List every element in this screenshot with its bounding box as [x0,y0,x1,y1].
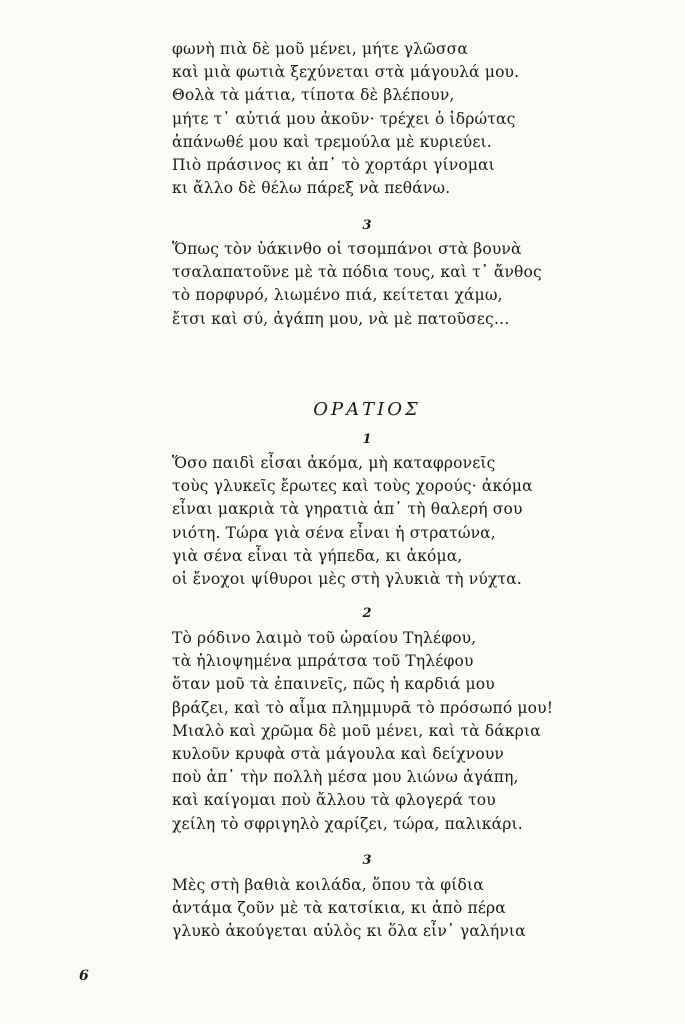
verse-line: νιότη. Τώρα γιὰ σένα εἶναι ἡ στρατώνα, [172,523,496,542]
horatius-poem-2 [172,627,602,836]
verse-line: τοὺς γλυκεῖς ἔρωτες καὶ τοὺς χορούς· ἀκόμα [172,477,533,496]
poem-number: 3 [362,853,372,868]
verse-line: κι ἄλλο δὲ θέλω πάρεξ νὰ πεθάνω. [172,179,451,198]
verse-line: Ὅπως τὸν ὑάκινθο οἱ τσομπάνοι στὰ βουνὰ [172,240,522,258]
verse-line: τὰ ἡλιοψημένα μπράτσα τοῦ Τηλέφου [172,652,474,671]
verse-line: ποὺ ἀπ᾿ τὴν πολλὴ μέσα μου λιώνω ἀγάπη, [172,768,519,787]
verse-line: ἀπάνωθέ μου καὶ τρεμούλα μὲ κυριεύει. [172,132,492,151]
horatius-poem-1 [172,452,602,591]
poem-number: 3 [362,218,372,233]
verse-line: κυλοῦν κρυφὰ στὰ μάγουλα καὶ δείχνουν [172,744,504,763]
verse-line: γιὰ σένα εἶναι τὰ γήπεδα, κι ἀκόμα, [172,546,463,565]
poem-3 [172,238,602,331]
verse-line: τσαλαπατοῦνε μὲ τὰ πόδια τους, καὶ τ᾿ ἄνθος [172,263,542,282]
verse-line: χείλη τὸ σφριγηλὸ χαρίζει, τώρα, παλικάρι. [172,814,523,833]
verse-line: Ὅσο παιδὶ εἶσαι ἀκόμα, μὴ καταφρονεῖς [172,454,496,472]
verse-line: ἔτσι καὶ σύ, ἀγάπη μου, νὰ μὲ πατοῦσες… [172,309,510,328]
poem-number: 2 [362,606,372,621]
verse-line: Μὲς στὴ βαθιὰ κοιλάδα, ὅπου τὰ φίδια [172,876,484,894]
poem-number: 1 [362,432,372,447]
verse-line: ἀντάμα ζοῦν μὲ τὰ κατσίκια, κι ἀπὸ πέρα [172,899,506,918]
section-title: ΟΡΑΤΙΟΣ [313,399,421,420]
verse-line: γλυκὸ ἀκούγεται αὐλὸς κι ὅλα εἶν᾿ γαλήνια [172,922,526,941]
verse-line: φωνὴ πιὰ δὲ μοῦ μένει, μήτε γλῶσσα [172,40,468,58]
verse-line: Τὸ ρόδινο λαιμὸ τοῦ ὡραίου Τηλέφου, [172,629,477,647]
verse-line: βράζει, καὶ τὸ αἷμα πλημμυρᾶ τὸ πρόσωπό μου! [172,698,554,717]
verse-line: καὶ καίγομαι ποὺ ἄλλου τὰ φλογερά του [172,791,496,810]
page-number: 6 [79,968,89,984]
verse-line: οἱ ἔνοχοι ψίθυροι μὲς στὴ γλυκιὰ τὴ νύχτα. [172,569,522,588]
verse-line: εἶναι μακριὰ τὰ γηρατιὰ ἀπ᾿ τὴ θαλερή σου [172,500,523,519]
verse-line: Μιαλὸ καὶ χρῶμα δὲ μοῦ μένει, καὶ τὰ δάκρια [172,721,541,740]
horatius-poem-3 [172,874,602,944]
verse-line: ὅταν μοῦ τὰ ἐπαινεῖς, πῶς ἡ καρδιά μου [172,675,495,694]
verse-line: μήτε τ᾿ αὐτιά μου ἀκοῦν· τρέχει ὁ ἱδρώτας [172,109,516,128]
verse-line: Θολὰ τὰ μάτια, τίποτα δὲ βλέπουν, [172,86,455,105]
verse-line: καὶ μιὰ φωτιὰ ξεχύνεται στὰ μάγουλά μου. [172,63,520,82]
verse-line: Πιὸ πράσινος κι ἀπ᾿ τὸ χορτάρι γίνομαι [172,155,495,174]
verse-line: τὸ πορφυρό, λιωμένο πιά, κείτεται χάμω, [172,286,503,305]
stanza-end [172,38,602,200]
